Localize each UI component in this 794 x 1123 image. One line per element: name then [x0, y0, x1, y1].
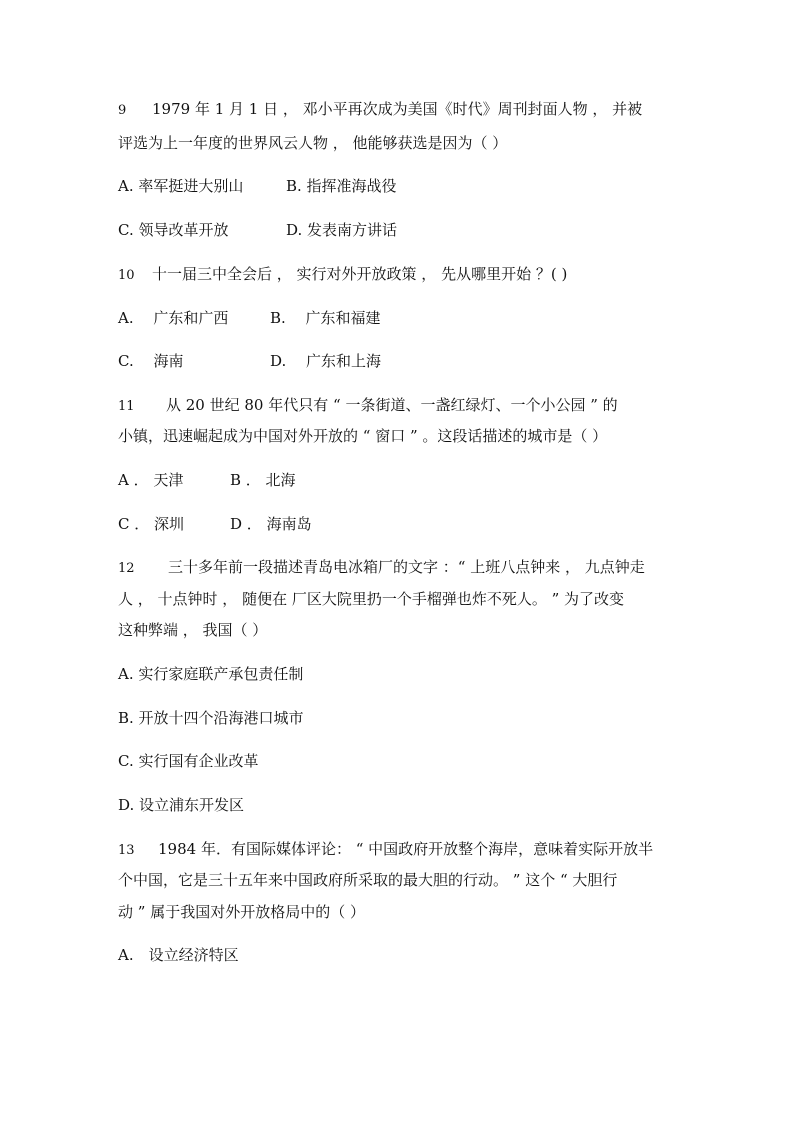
option-b[interactable]: B. 广东和福建 [270, 309, 381, 327]
question-11-line-1 [118, 395, 678, 415]
question-10-options-row-2 [118, 351, 678, 371]
question-12-option-a[interactable] [118, 664, 678, 684]
question-13-option-a[interactable] [118, 945, 678, 965]
question-11-line-2 [118, 426, 678, 446]
option-c[interactable]: C. 领导改革开放 [118, 221, 229, 239]
question-12-line-3 [118, 620, 678, 640]
question-text: 1984 年．有国际媒体评论： “ 中国政府开放整个海岸，意味着实际开放半 [158, 840, 654, 858]
question-11-options-row-1 [118, 470, 678, 490]
question-number: 12 [118, 561, 135, 576]
question-number: 9 [118, 103, 127, 118]
question-number: 13 [118, 843, 135, 858]
question-12-option-d[interactable] [118, 795, 678, 815]
question-13-line-2 [118, 870, 678, 890]
question-12-line-1 [118, 557, 678, 577]
question-9-options-row-2 [118, 220, 678, 240]
question-number: 10 [118, 268, 135, 283]
option-d[interactable]: D. 设立浦东开发区 [118, 796, 245, 814]
question-text: 动 ” 属于我国对外开放格局中的（ ） [118, 903, 365, 921]
question-13-line-1 [118, 839, 678, 859]
option-b[interactable]: B ． 北海 [230, 471, 296, 489]
option-a[interactable]: A. 实行家庭联产承包责任制 [118, 665, 304, 683]
question-9-line-1 [118, 99, 678, 119]
question-text: 人 ， 十点钟时 ， 随便在 厂区大院里扔一个手榴弹也炸不死人。 ” 为了改变 [118, 590, 625, 608]
option-b[interactable]: B. 开放十四个沿海港口城市 [118, 709, 304, 727]
question-text: 这种弊端 ， 我国（ ） [118, 621, 268, 639]
question-text: 个中国，它是三十五年来中国政府所采取的最大胆的行动。 ” 这个 “ 大胆行 [118, 871, 618, 889]
question-10-line-1 [118, 264, 678, 284]
question-text: 从 20 世纪 80 年代只有 “ 一条街道、一盏红绿灯、一个小公园 ” 的 [166, 396, 618, 414]
option-d[interactable]: D. 广东和上海 [270, 352, 382, 370]
option-a[interactable]: A. 率军挺进大别山 [118, 177, 244, 195]
question-text: 1979 年 1 月 1 日 ， 邓小平再次成为美国《时代》周刊封面人物 ， 并被 [152, 100, 643, 118]
question-9-options-row-1 [118, 176, 678, 196]
option-c[interactable]: C ． 深圳 [118, 515, 185, 533]
question-text: 小镇，迅速崛起成为中国对外开放的 “ 窗口 ” 。这段话描述的城市是（ ） [118, 427, 608, 445]
question-11-options-row-2 [118, 514, 678, 534]
question-12-option-c[interactable] [118, 751, 678, 771]
option-a[interactable]: A. 广东和广西 [118, 309, 229, 327]
option-c[interactable]: C. 海南 [118, 352, 184, 370]
option-a[interactable]: A. 设立经济特区 [118, 946, 239, 964]
option-b[interactable]: B. 指挥准海战役 [286, 177, 397, 195]
option-d[interactable]: D ． 海南岛 [230, 515, 312, 533]
question-text: 三十多年前一段描述青岛电冰箱厂的文字 ：“ 上班八点钟来 ， 九点钟走 [168, 558, 645, 576]
option-a[interactable]: A ． 天津 [118, 471, 184, 489]
option-c[interactable]: C. 实行国有企业改革 [118, 752, 259, 770]
option-d[interactable]: D. 发表南方讲话 [286, 221, 398, 239]
question-12-option-b[interactable] [118, 708, 678, 728]
question-text: 十一届三中全会后 ， 实行对外开放政策 ， 先从哪里开始 ？( ) [152, 265, 568, 283]
question-13-line-3 [118, 902, 678, 922]
question-10-options-row-1 [118, 308, 678, 328]
question-12-line-2 [118, 589, 678, 609]
question-number: 11 [118, 399, 135, 414]
question-9-line-2 [118, 133, 678, 153]
question-text: 评选为上一年度的世界风云人物 ， 他能够获选是因为（ ） [118, 134, 508, 152]
